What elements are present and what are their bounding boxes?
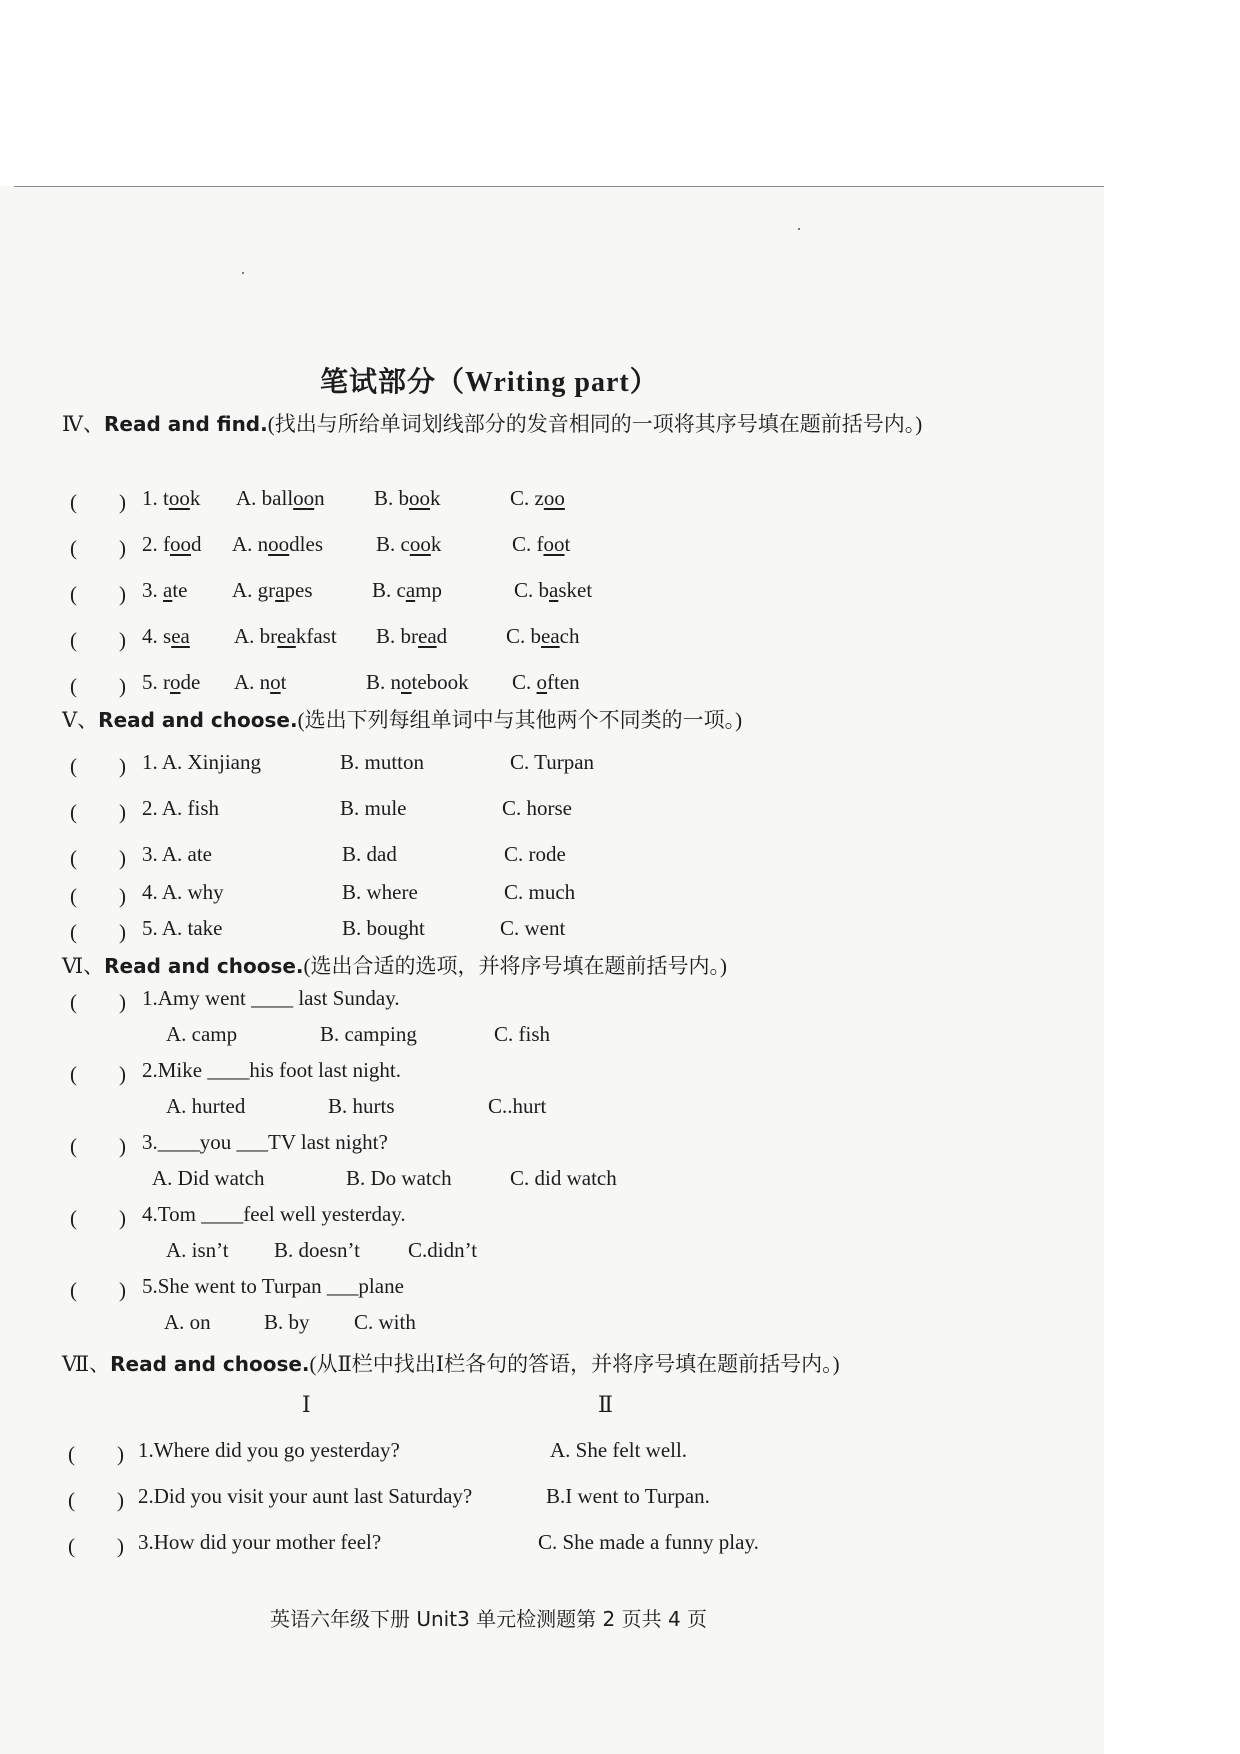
question-text: 2.Did you visit your aunt last Saturday? [138, 1484, 473, 1508]
option-a: A. Did watch [152, 1166, 265, 1190]
column-1-label: Ⅰ [302, 1392, 311, 1417]
scan-right-margin [1104, 186, 1240, 1754]
option-c: C. beach [506, 624, 580, 648]
answer-bracket[interactable]: ( ) [70, 920, 126, 944]
question-text: 3.How did your mother feel? [138, 1530, 382, 1554]
option-a: 5. A. take [142, 916, 223, 940]
section-5-heading [62, 704, 942, 736]
question-text: 1.Where did you go yesterday? [138, 1438, 400, 1462]
section-title: Read and choose. [110, 1352, 310, 1376]
answer-text: C. She made a funny play. [538, 1530, 759, 1554]
answer-bracket[interactable]: ( ) [70, 754, 126, 778]
option-b: B. bought [342, 916, 425, 940]
answer-bracket[interactable]: ( ) [70, 1206, 126, 1230]
answer-bracket[interactable]: ( ) [70, 1278, 126, 1302]
section-title: Read and find. [103, 412, 268, 436]
option-c: C. went [500, 916, 566, 940]
answer-bracket[interactable]: ( ) [70, 1062, 126, 1086]
option-c: C. did watch [510, 1166, 617, 1190]
section-7-heading [62, 1348, 942, 1380]
answer-bracket[interactable]: ( ) [70, 628, 126, 652]
question-text: 5.She went to Turpan ___plane [142, 1274, 404, 1298]
option-b: B. mule [340, 796, 407, 820]
answer-text: A. She felt well. [550, 1438, 688, 1462]
section-instruction: (找出与所给单词划线部分的发音相同的一项将其序号填在题前括号内。) [267, 412, 923, 436]
option-c: C. Turpan [510, 750, 595, 774]
answer-bracket[interactable]: ( ) [70, 582, 126, 606]
option-c: C. foot [512, 532, 571, 556]
section-number: Ⅴ、 [62, 708, 99, 732]
answer-bracket[interactable]: ( ) [70, 1134, 126, 1158]
option-b: B. notebook [366, 670, 469, 694]
question-text: 2.Mike ____his foot last night. [142, 1058, 401, 1082]
option-a: 1. A. Xinjiang [142, 750, 261, 774]
option-c: C. rode [504, 842, 566, 866]
option-a: A. balloon [236, 486, 325, 510]
question-text: 4.Tom ____feel well yesterday. [142, 1202, 406, 1226]
option-b: B. mutton [340, 750, 425, 774]
option-c: C. with [354, 1310, 416, 1334]
answer-bracket[interactable]: ( ) [70, 800, 126, 824]
option-c: C. zoo [510, 486, 565, 510]
option-c: C. often [512, 670, 580, 694]
scan-speck [242, 272, 244, 274]
option-c: C. basket [514, 578, 593, 602]
section-number: Ⅳ、 [62, 412, 104, 436]
section-number: Ⅵ、 [62, 954, 105, 978]
section-number: Ⅶ、 [62, 1352, 111, 1376]
option-a: A. camp [166, 1022, 238, 1046]
option-a: A. isn’t [166, 1238, 229, 1262]
section-6-heading [62, 950, 942, 982]
answer-bracket[interactable]: ( ) [70, 490, 126, 514]
section-4-heading [62, 408, 942, 440]
section-instruction: (从Ⅱ栏中找出Ⅰ栏各句的答语，并将序号填在题前括号内。) [309, 1352, 840, 1376]
option-a: 3. A. ate [142, 842, 212, 866]
section-instruction: (选出合适的选项，并将序号填在题前括号内。) [303, 954, 728, 978]
item-word: 5. rode [142, 670, 201, 694]
question-text: 3.____you ___TV last night? [142, 1130, 388, 1154]
answer-text: B.I went to Turpan. [546, 1484, 710, 1508]
answer-bracket[interactable]: ( ) [70, 990, 126, 1014]
option-b: B. camp [372, 578, 442, 602]
option-b: B. hurts [328, 1094, 395, 1118]
scan-speck [798, 228, 800, 230]
option-c: C. fish [494, 1022, 551, 1046]
page-title: 笔试部分（Writing part） [320, 367, 659, 398]
option-c: C..hurt [488, 1094, 547, 1118]
option-a: 2. A. fish [142, 796, 220, 820]
option-a: A. not [234, 670, 287, 694]
item-word: 4. sea [142, 624, 190, 648]
section-title: Read and choose. [104, 954, 304, 978]
item-word: 3. ate [142, 578, 188, 602]
option-b: B. by [264, 1310, 310, 1334]
option-c: C. much [504, 880, 576, 904]
question-text: 1.Amy went ____ last Sunday. [142, 986, 400, 1010]
item-word: 2. food [142, 532, 202, 556]
answer-bracket[interactable]: ( ) [70, 674, 126, 698]
answer-bracket[interactable]: ( ) [68, 1488, 124, 1512]
option-c: C. horse [502, 796, 572, 820]
section-title: Read and choose. [98, 708, 298, 732]
page-footer: 英语六年级下册 Unit3 单元检测题第 2 页共 4 页 [270, 1607, 708, 1631]
option-b: B. book [374, 486, 441, 510]
answer-bracket[interactable]: ( ) [68, 1534, 124, 1558]
option-b: B. where [342, 880, 418, 904]
option-b: B. doesn’t [274, 1238, 360, 1262]
answer-bracket[interactable]: ( ) [70, 884, 126, 908]
column-2-label: Ⅱ [598, 1392, 613, 1417]
option-b: B. Do watch [346, 1166, 452, 1190]
option-a: A. hurted [166, 1094, 246, 1118]
option-b: B. bread [376, 624, 448, 648]
option-a: A. grapes [232, 578, 313, 602]
scan-top-margin [0, 0, 1240, 186]
answer-bracket[interactable]: ( ) [68, 1442, 124, 1466]
option-b: B. camping [320, 1022, 417, 1046]
item-word: 1. took [142, 486, 201, 510]
scan-paper-edge [14, 186, 1104, 187]
option-c: C.didn’t [408, 1238, 478, 1262]
option-a: A. noodles [232, 532, 323, 556]
answer-bracket[interactable]: ( ) [70, 536, 126, 560]
section-instruction: (选出下列每组单词中与其他两个不同类的一项。) [297, 708, 743, 732]
option-b: B. dad [342, 842, 397, 866]
option-a: 4. A. why [142, 880, 224, 904]
option-b: B. cook [376, 532, 442, 556]
option-a: A. breakfast [234, 624, 337, 648]
answer-bracket[interactable]: ( ) [70, 846, 126, 870]
option-a: A. on [164, 1310, 211, 1334]
